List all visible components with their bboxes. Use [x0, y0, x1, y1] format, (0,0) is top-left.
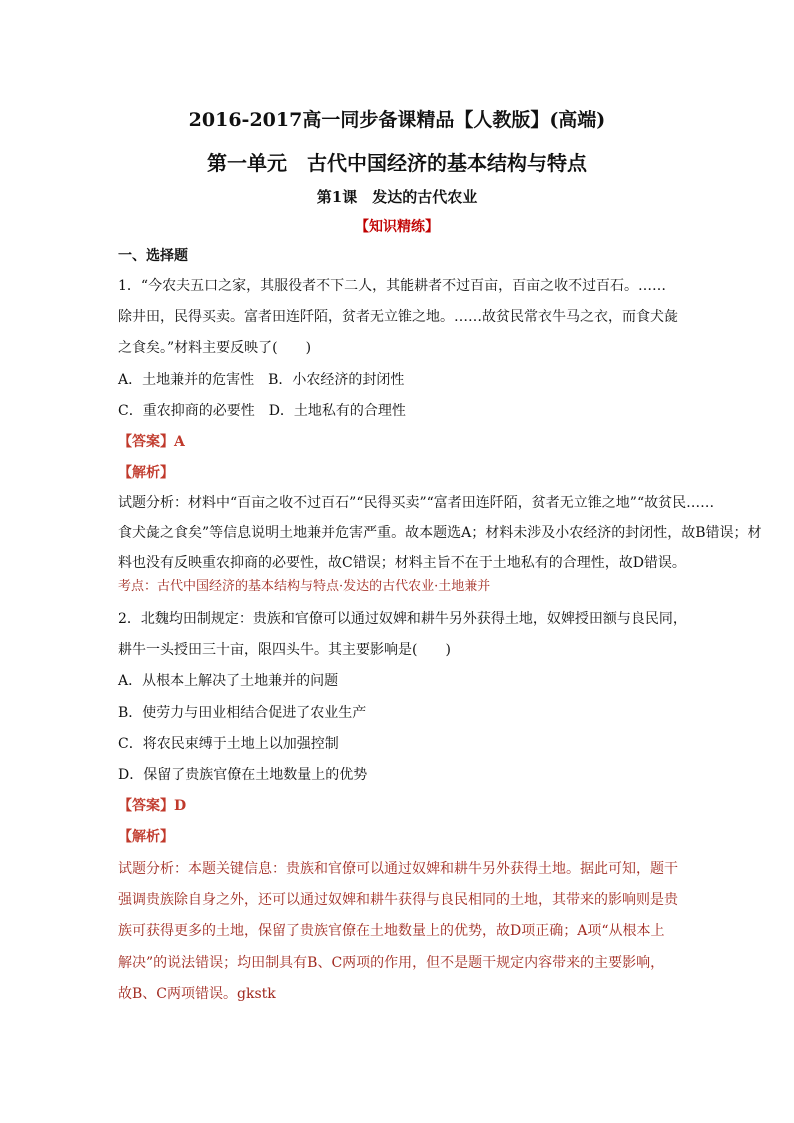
q1-stem-line2: 除井田，民得买卖。富者田连阡陌，贫者无立锥之地。……故贫民常衣牛马之衣，而食犬彘 [118, 309, 678, 325]
q1-answer: 【答案】A [118, 434, 185, 450]
q2-option-b: B．使劳力与田业相结合促进了农业生产 [118, 705, 367, 721]
q2-answer: 【答案】D [118, 798, 187, 814]
q2-stem-line1: 2．北魏均田制规定：贵族和官僚可以通过奴婢和耕牛另外获得土地，奴婢授田额与良民同， [118, 611, 687, 627]
q2-option-c: C．将农民束缚于土地上以加强控制 [118, 736, 339, 752]
q1-options-line2: C．重农抑商的必要性 D．土地私有的合理性 [118, 403, 406, 419]
q1-analysis-line1: 试题分析：材料中“百亩之收不过百石”“民得买卖”“富者田连阡陌，贫者无立锥之地”“故贫民…… [118, 495, 715, 511]
q2-stem-line2: 耕牛一头授田三十亩，限四头牛。其主要影响是( ) [118, 642, 451, 658]
q1-options-line1: A．土地兼并的危害性 B．小农经济的封闭性 [118, 372, 405, 388]
lesson-title: 第1课 发达的古代农业 [316, 188, 478, 206]
q1-stem-line1: 1．“今农夫五口之家，其服役者不下二人，其能耕者不过百亩，百亩之收不过百石。…… [118, 278, 667, 294]
q2-option-a: A．从根本上解决了土地兼并的问题 [118, 673, 339, 689]
q1-kaodian: 考点：古代中国经济的基本结构与特点·发达的古代农业·土地兼并 [118, 579, 491, 594]
q1-stem-line3: 之食矣。”材料主要反映了( ) [118, 340, 312, 356]
q1-analysis-line2: 食犬彘之食矣”等信息说明土地兼并危害严重。故本题选A；材料未涉及小农经济的封闭性，故B错误；材 [118, 525, 762, 541]
q2-analysis-line4: 解决”的说法错误；均田制具有B、C两项的作用，但不是题干规定内容带来的主要影响， [118, 955, 665, 971]
document-title: 2016-2017高一同步备课精品【人教版】(高端) [188, 109, 606, 131]
q2-analysis-label: 【解析】 [118, 829, 174, 845]
q2-analysis-line5: 故B、C两项错误。gkstk [118, 986, 276, 1002]
section-heading: 一、选择题 [118, 248, 188, 264]
unit-title: 第一单元 古代中国经济的基本结构与特点 [207, 151, 587, 175]
section-tag: 【知识精练】 [355, 219, 439, 235]
q2-analysis-line2: 强调贵族除自身之外，还可以通过奴婢和耕牛获得与良民相同的土地，其带来的影响则是贵 [118, 892, 678, 908]
q1-analysis-line3: 料也没有反映重农抑商的必要性，故C错误；材料主旨不在于土地私有的合理性，故D错误。 [118, 555, 686, 571]
q2-analysis-line1: 试题分析：本题关键信息：贵族和官僚可以通过奴婢和耕牛另外获得土地。据此可知，题干 [118, 861, 678, 877]
q2-analysis-line3: 族可获得更多的土地，保留了贵族官僚在土地数量上的优势，故D项正确；A项“从根本上 [118, 923, 665, 939]
q2-option-d: D．保留了贵族官僚在土地数量上的优势 [118, 767, 368, 783]
q1-analysis-label: 【解析】 [118, 465, 174, 481]
